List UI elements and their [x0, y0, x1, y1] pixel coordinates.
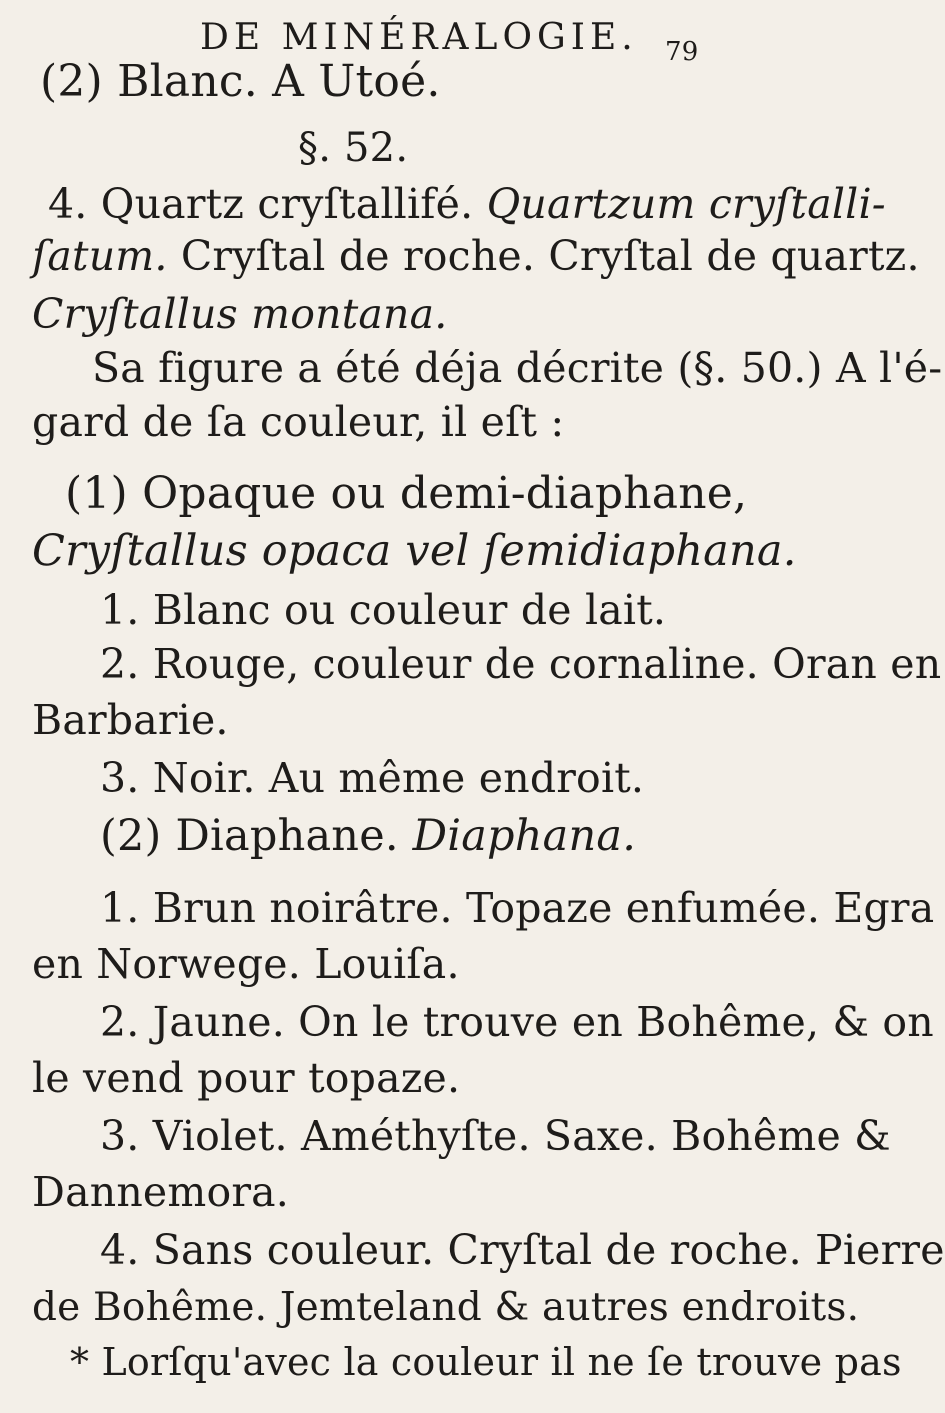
- running-title: DE MINÉRALOGIE.: [200, 17, 638, 58]
- footnote-line: * Lorſqu'avec la couleur il ne ſe trouve pas: [70, 1340, 902, 1384]
- text-line: de Bohême. Jemteland & autres endroits.: [32, 1285, 860, 1330]
- text-line: 4. Quartz cryſtallifé. Quartzum cryſtalli-: [48, 180, 886, 228]
- text-line: Barbarie.: [32, 696, 229, 744]
- text-line: Cryſtallus opaca vel ſemidiaphana.: [32, 526, 797, 576]
- text-line: 3. Violet. Améthyſte. Saxe. Bohême &: [100, 1112, 891, 1160]
- text-line: gard de ſa couleur, il eſt :: [32, 398, 565, 446]
- text-line: (2) Diaphane. Diaphana.: [100, 811, 637, 861]
- text-line: Sa figure a été déja décrite (§. 50.) A l'é-: [92, 344, 943, 392]
- text-line: 3. Noir. Au même endroit.: [100, 754, 645, 802]
- page-number: 79: [665, 37, 699, 67]
- text-line: 1. Blanc ou couleur de lait.: [100, 586, 667, 634]
- text-line: 4. Sans couleur. Cryſtal de roche. Pierre: [100, 1226, 945, 1274]
- text-line: Dannemora.: [32, 1168, 290, 1216]
- text-line: 1. Brun noirâtre. Topaze enfumée. Egra: [100, 884, 935, 932]
- text-line: le vend pour topaze.: [32, 1054, 461, 1102]
- section-heading: §. 52.: [298, 125, 409, 171]
- text-line: Cryſtallus montana.: [32, 290, 448, 338]
- text-line: (2) Blanc. A Utoé.: [40, 56, 441, 107]
- text-line: 2. Rouge, couleur de cornaline. Oran en: [100, 640, 942, 688]
- text-line: (1) Opaque ou demi-diaphane,: [65, 468, 748, 519]
- text-line: ſatum. Cryſtal de roche. Cryſtal de quartz.: [32, 232, 920, 280]
- text-line: en Norwege. Louiſa.: [32, 940, 460, 988]
- text-line: 2. Jaune. On le trouve en Bohême, & on: [100, 998, 934, 1046]
